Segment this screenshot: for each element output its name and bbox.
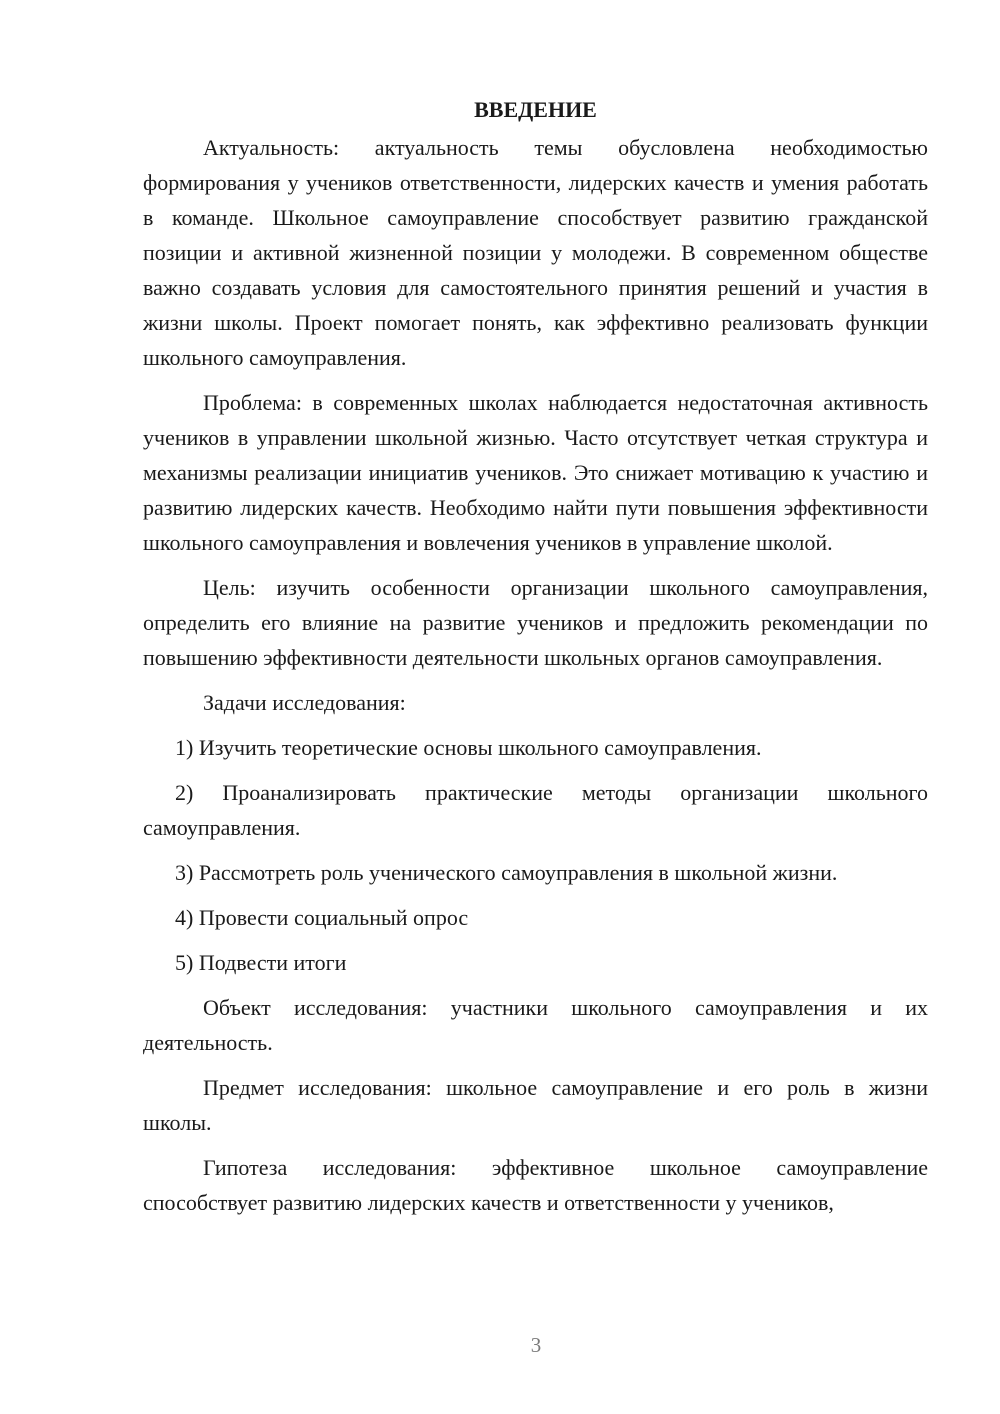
task-item: 1) Изучить теоретические основы школьного самоуправления. [175, 735, 762, 760]
page-number: 3 [530, 1333, 542, 1357]
document-page [143, 92, 928, 1230]
subject-paragraph: Предмет исследования: школьное самоуправление и его роль в жизни школы. [143, 1075, 928, 1135]
task-item: 3) Рассмотреть роль ученического самоуправления в школьной жизни. [175, 860, 838, 885]
tasks-list [143, 730, 928, 980]
goal-paragraph: Цель: изучить особенности организации школьного самоуправления, определить его влияние на развитие учеников и предложить рекомендации по повышению эффективности деятельности школьных органов самоуправления. [143, 575, 928, 670]
page-title: ВВЕДЕНИЕ [474, 97, 597, 122]
task-item: 4) Провести социальный опрос [175, 905, 469, 930]
object-paragraph: Объект исследования: участники школьного самоуправления и их деятельность. [143, 995, 928, 1055]
problem-paragraph: Проблема: в современных школах наблюдается недостаточная активность учеников в управлении школьной жизнью. Часто отсутствует четкая структура и механизмы реализации инициатив учеников. Это снижает мотивацию к участию и развитию лидерских качеств. Необходимо найти пути повышения эффективности школьного самоуправления и вовлечения учеников в управление школой. [143, 390, 928, 555]
task-item: 5) Подвести итоги [175, 950, 347, 975]
tasks-heading: Задачи исследования: [203, 690, 406, 715]
task-item: 2) Проанализировать практические методы организации школьного самоуправления. [143, 780, 928, 840]
relevance-paragraph: Актуальность: актуальность темы обусловлена необходимостью формирования у учеников ответственности, лидерских качеств и умения работать в команде. Школьное самоуправление способствует развитию гражданской позиции и активной жизненной позиции у молодежи. В современном обществе важно создавать условия для самостоятельного принятия решений и участия в жизни школы. Проект помогает понять, как эффективно реализовать функции школьного самоуправления. [143, 135, 928, 370]
hypothesis-paragraph: Гипотеза исследования: эффективное школьное самоуправление способствует развитию лидерских качеств и ответственности у учеников, [143, 1155, 928, 1215]
